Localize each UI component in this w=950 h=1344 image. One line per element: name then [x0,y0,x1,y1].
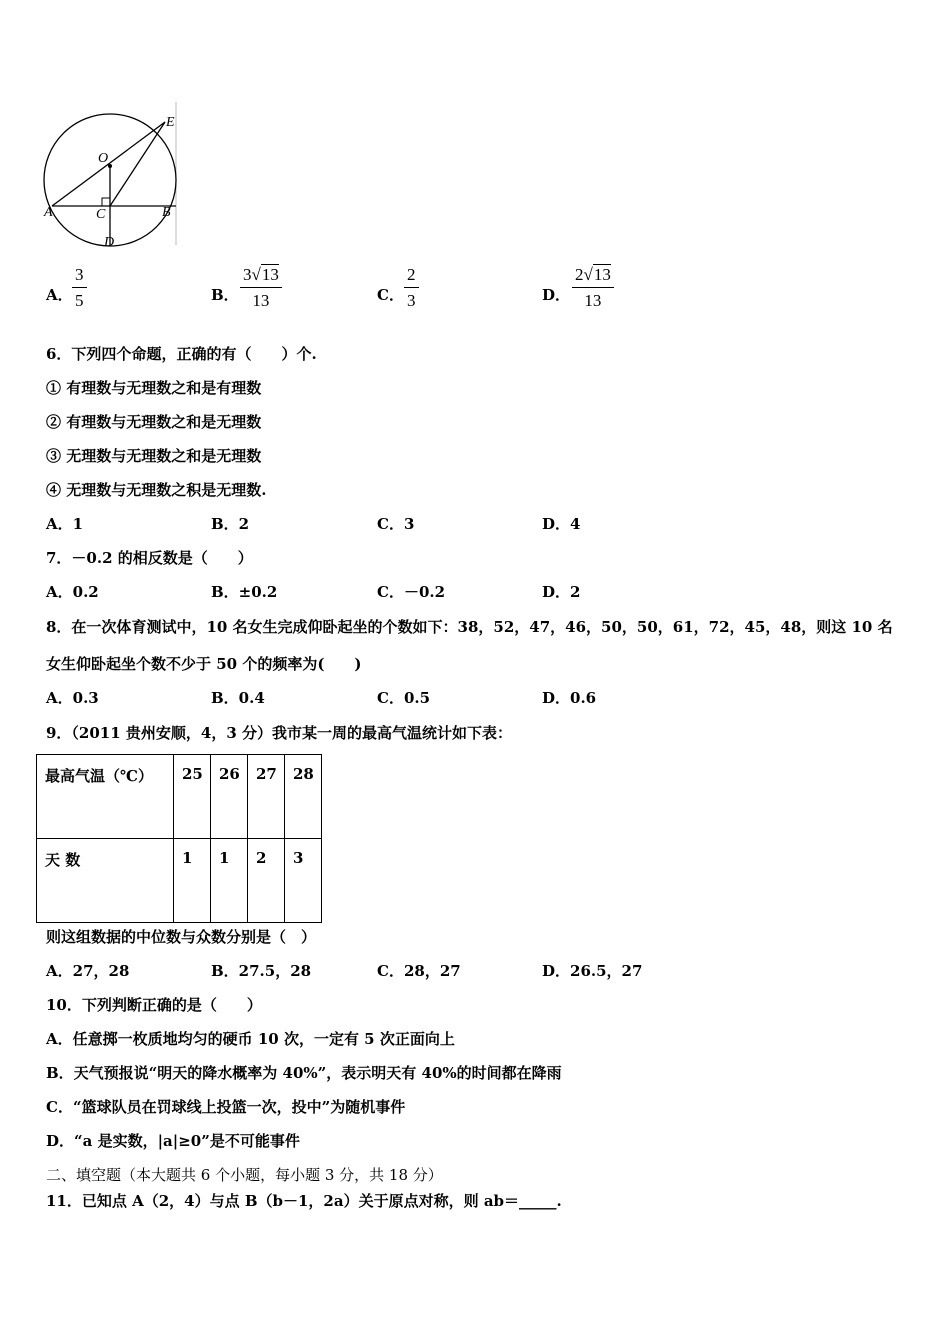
table-cell: 28 [285,755,322,839]
q7-option-b: B．±0.2 [211,583,278,601]
table-cell: 27 [248,755,285,839]
q5-option-a-fraction [72,265,87,311]
table-cell: 3 [285,839,322,923]
q6-item-2: ② 有理数与无理数之和是无理数 [46,413,262,431]
temperature-table [36,754,322,923]
section-2-heading: 二、填空题（本大题共 6 个小题，每小题 3 分，共 18 分） [46,1166,443,1184]
line-ae [52,122,165,206]
q7-option-d: D．2 [542,583,581,601]
q8-option-b: B．0.4 [211,689,265,707]
q7-stem: 7．－0.2 的相反数是（ ） [46,549,253,567]
label-a: A [44,205,53,220]
q5-a-numerator: 3 [72,265,87,288]
q6-item-4: ④ 无理数与无理数之积是无理数. [46,481,267,499]
q5-d-denominator: 13 [584,291,602,310]
q5-option-b-letter: B． [211,286,239,304]
table-cell: 26 [211,755,248,839]
q8-option-d: D．0.6 [542,689,597,707]
q9-option-c: C．28，27 [377,962,461,980]
table-cell: 2 [248,839,285,923]
label-e: E [166,115,175,130]
line-ce [110,122,165,206]
table-cell: 25 [174,755,211,839]
q8-stem-line2: 女生仰卧起坐个数不少于 50 个的频率为( ) [46,655,362,673]
table-header-days: 天 数 [37,839,174,923]
table-header-temp: 最高气温（℃） [37,755,174,839]
q8-option-c: C．0.5 [377,689,431,707]
table-cell: 1 [211,839,248,923]
q10-option-c: C．“篮球队员在罚球线上投篮一次，投中”为随机事件 [46,1098,406,1116]
q5-c-numerator: 2 [404,265,419,288]
q10-option-a: A．任意掷一枚质地均匀的硬币 10 次，一定有 5 次正面向上 [46,1030,455,1048]
q9-option-d: D．26.5，27 [542,962,643,980]
q7-option-c: C．－0.2 [377,583,446,601]
q6-item-3: ③ 无理数与无理数之和是无理数 [46,447,262,465]
label-o: O [98,151,109,166]
q5-option-d-letter: D． [542,286,571,304]
right-angle-mark [102,198,110,206]
q10-option-b: B．天气预报说“明天的降水概率为 40%”，表示明天有 40%的时间都在降雨 [46,1064,562,1082]
circle-figure [38,100,188,255]
table-row [37,755,322,839]
q5-option-d-fraction [572,265,614,311]
q6-option-b: B．2 [211,515,250,533]
table-row [37,839,322,923]
q7-option-a: A．0.2 [46,583,99,601]
q10-stem: 10．下列判断正确的是（ ） [46,996,262,1014]
q6-item-1: ① 有理数与无理数之和是有理数 [46,379,262,397]
label-d: D [104,235,115,250]
q9-option-b: B．27.5，28 [211,962,312,980]
q5-c-denominator: 3 [407,291,416,310]
q9-after-text: 则这组数据的中位数与众数分别是（ ） [46,928,317,946]
q5-a-denominator: 5 [75,291,84,310]
center-point [108,164,112,168]
q5-option-c-fraction [404,265,419,311]
q5-option-c-letter: C． [377,286,404,304]
q5-b-numerator: 3√13 [240,265,282,288]
q6-option-c: C．3 [377,515,415,533]
q9-option-a: A．27，28 [46,962,130,980]
q6-stem: 6．下列四个命题，正确的有（ ）个. [46,345,317,363]
q6-option-a: A．1 [46,515,84,533]
q5-option-b-fraction [240,265,282,311]
q8-option-a: A．0.3 [46,689,99,707]
q8-stem-line1: 8．在一次体育测试中，10 名女生完成仰卧起坐的个数如下：38，52，47，46，50，50，61，72，45，48，则这 10 名 [46,618,893,636]
q10-option-d: D．“a 是实数，|a|≥0”是不可能事件 [46,1132,300,1150]
label-c: C [96,207,106,222]
q6-option-d: D．4 [542,515,581,533]
table-cell: 1 [174,839,211,923]
q9-stem: 9．（2011 贵州安顺，4，3 分）我市某一周的最高气温统计如下表： [46,724,513,742]
q5-b-denominator: 13 [252,291,270,310]
label-b: B [162,205,171,220]
q11-stem: 11．已知点 A（2，4）与点 B（b－1，2a）关于原点对称，则 ab＝_____. [46,1192,562,1210]
q5-d-numerator: 2√13 [572,265,614,288]
q5-option-a-letter: A． [46,286,73,304]
